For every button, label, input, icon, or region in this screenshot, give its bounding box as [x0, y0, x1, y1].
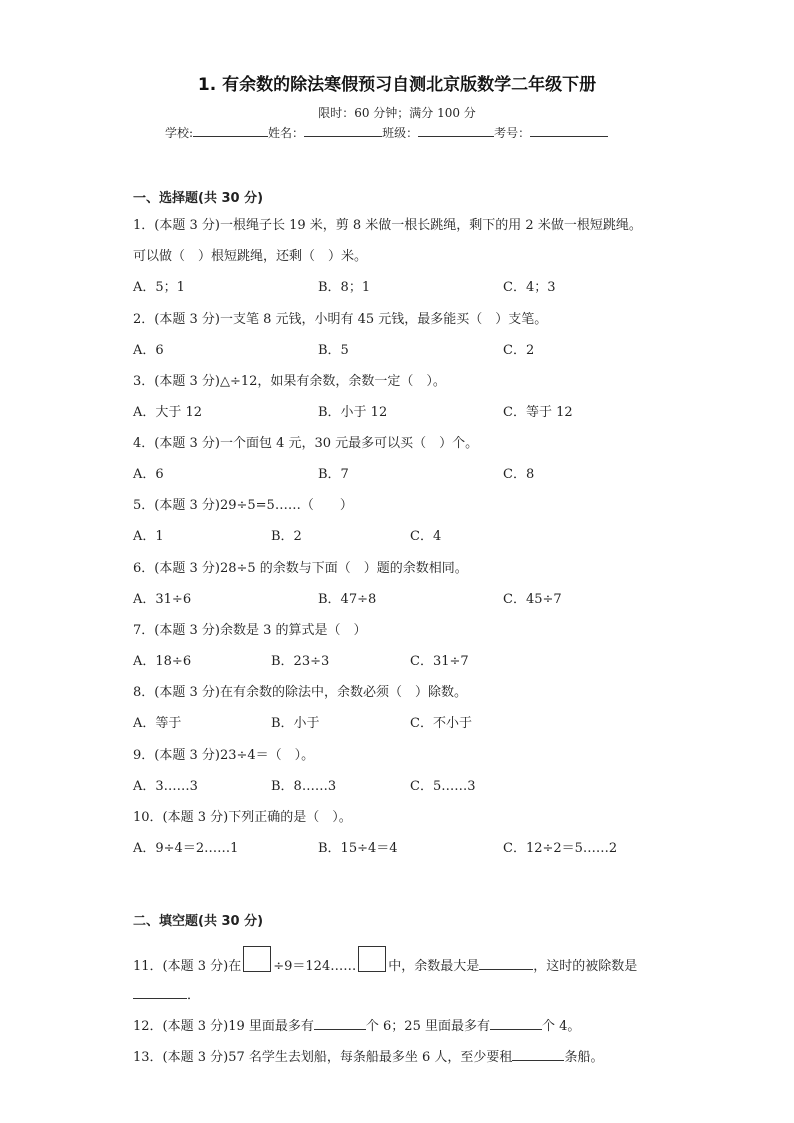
q4-option-c[interactable]: C．8 [503, 467, 535, 482]
q6-option-b[interactable]: B．47÷8 [318, 592, 377, 607]
q11-blank-2[interactable] [133, 986, 187, 999]
question-11-line2 [133, 984, 200, 1003]
q8-option-b[interactable]: B．小于 [271, 716, 320, 731]
exam-no-label: 考号： [494, 126, 531, 140]
question-10: 10．(本题 3 分)下列正确的是（ ）。 [133, 810, 352, 825]
q2-option-a[interactable]: A．6 [133, 343, 164, 358]
q2-option-b[interactable]: B．5 [318, 343, 349, 358]
q3-option-b[interactable]: B．小于 12 [318, 405, 388, 420]
question-11 [133, 946, 637, 974]
q13-text-b: 条船。 [564, 1050, 604, 1065]
question-1: 1．(本题 3 分)一根绳子长 19 米，剪 8 米做一根长跳绳，剩下的用 2 米做一根短跳绳。 [133, 218, 642, 233]
question-7: 7．(本题 3 分)余数是 3 的算式是（ ） [133, 623, 367, 638]
q2-option-c[interactable]: C．2 [503, 343, 535, 358]
page-title: 1. 有余数的除法寒假预习自测北京版数学二年级下册 [197, 75, 597, 95]
question-9: 9．(本题 3 分)23÷4＝（ ）。 [133, 748, 315, 763]
q5-option-a[interactable]: A．1 [133, 529, 164, 544]
q8-option-a[interactable]: A．等于 [133, 716, 182, 731]
q11-text-e: ． [187, 988, 201, 1003]
class-label: 班级： [382, 126, 419, 140]
q12-blank-1[interactable] [314, 1017, 366, 1030]
q9-option-b[interactable]: B．8……3 [271, 779, 337, 794]
section-1-heading: 一、选择题(共 30 分) [133, 191, 264, 206]
q6-option-a[interactable]: A．31÷6 [133, 592, 192, 607]
q10-option-b[interactable]: B．15÷4＝4 [318, 841, 398, 856]
question-1-line2: 可以做（ ）根短跳绳，还剩（ ）米。 [133, 249, 368, 264]
q11-text-d: ，这时的被除数是 [533, 959, 638, 974]
question-5: 5．(本题 3 分)29÷5=5……（ ） [133, 498, 353, 513]
q13-text-a: 13．(本题 3 分)57 名学生去划船，每条船最多坐 6 人，至少要租 [133, 1050, 513, 1065]
q4-option-a[interactable]: A．6 [133, 467, 164, 482]
q10-option-c[interactable]: C．12÷2＝5……2 [503, 841, 618, 856]
q9-option-a[interactable]: A．3……3 [133, 779, 198, 794]
section-2-heading: 二、填空题(共 30 分) [133, 914, 264, 929]
q1-option-b[interactable]: B．8；1 [318, 280, 371, 295]
q5-option-c[interactable]: C．4 [410, 529, 442, 544]
q11-text-c: 中，余数最大是 [388, 959, 480, 974]
q8-option-c[interactable]: C．不小于 [410, 716, 472, 731]
q1-option-c[interactable]: C．4；3 [503, 280, 556, 295]
q9-option-c[interactable]: C．5……3 [410, 779, 476, 794]
q10-option-a[interactable]: A．9÷4＝2……1 [133, 841, 239, 856]
q12-text-b: 个 6；25 里面最多有 [365, 1019, 490, 1034]
question-8: 8．(本题 3 分)在有余数的除法中，余数必须（ ）除数。 [133, 685, 467, 700]
question-4: 4．(本题 3 分)一个面包 4 元，30 元最多可以买（ ）个。 [133, 436, 479, 451]
q7-option-c[interactable]: C．31÷7 [410, 654, 469, 669]
school-label: 学校: [165, 126, 194, 140]
q4-option-b[interactable]: B．7 [318, 467, 349, 482]
q11-remainder-box[interactable] [358, 946, 386, 972]
q11-text-b: ÷9＝124…… [273, 959, 357, 974]
question-6: 6．(本题 3 分)28÷5 的余数与下面（ ）题的余数相同。 [133, 561, 468, 576]
q11-dividend-box[interactable] [243, 946, 271, 972]
q11-text-a: 11．(本题 3 分)在 [133, 959, 242, 974]
q13-blank[interactable] [512, 1048, 564, 1061]
student-info-row [165, 124, 608, 141]
q11-blank-1[interactable] [479, 957, 533, 970]
q5-option-b[interactable]: B．2 [271, 529, 302, 544]
q12-blank-2[interactable] [490, 1017, 542, 1030]
question-13 [133, 1046, 603, 1065]
question-12 [133, 1015, 580, 1034]
q3-option-a[interactable]: A．大于 12 [133, 405, 203, 420]
q1-option-a[interactable]: A．5；1 [133, 280, 185, 295]
exam-no-blank[interactable] [530, 124, 608, 137]
name-label: 姓名： [268, 126, 305, 140]
q7-option-b[interactable]: B．23÷3 [271, 654, 330, 669]
name-blank[interactable] [304, 124, 382, 137]
q3-option-c[interactable]: C．等于 12 [503, 405, 573, 420]
q6-option-c[interactable]: C．45÷7 [503, 592, 562, 607]
school-blank[interactable] [193, 124, 268, 137]
question-3: 3．(本题 3 分)△÷12，如果有余数，余数一定（ ）。 [133, 374, 446, 389]
q12-text-c: 个 4。 [541, 1019, 581, 1034]
q7-option-a[interactable]: A．18÷6 [133, 654, 192, 669]
question-2: 2．(本题 3 分)一支笔 8 元钱，小明有 45 元钱，最多能买（ ）支笔。 [133, 312, 548, 327]
time-limit-text: 限时：60 分钟；满分 100 分 [318, 106, 476, 120]
q12-text-a: 12．(本题 3 分)19 里面最多有 [133, 1019, 314, 1034]
class-blank[interactable] [418, 124, 494, 137]
